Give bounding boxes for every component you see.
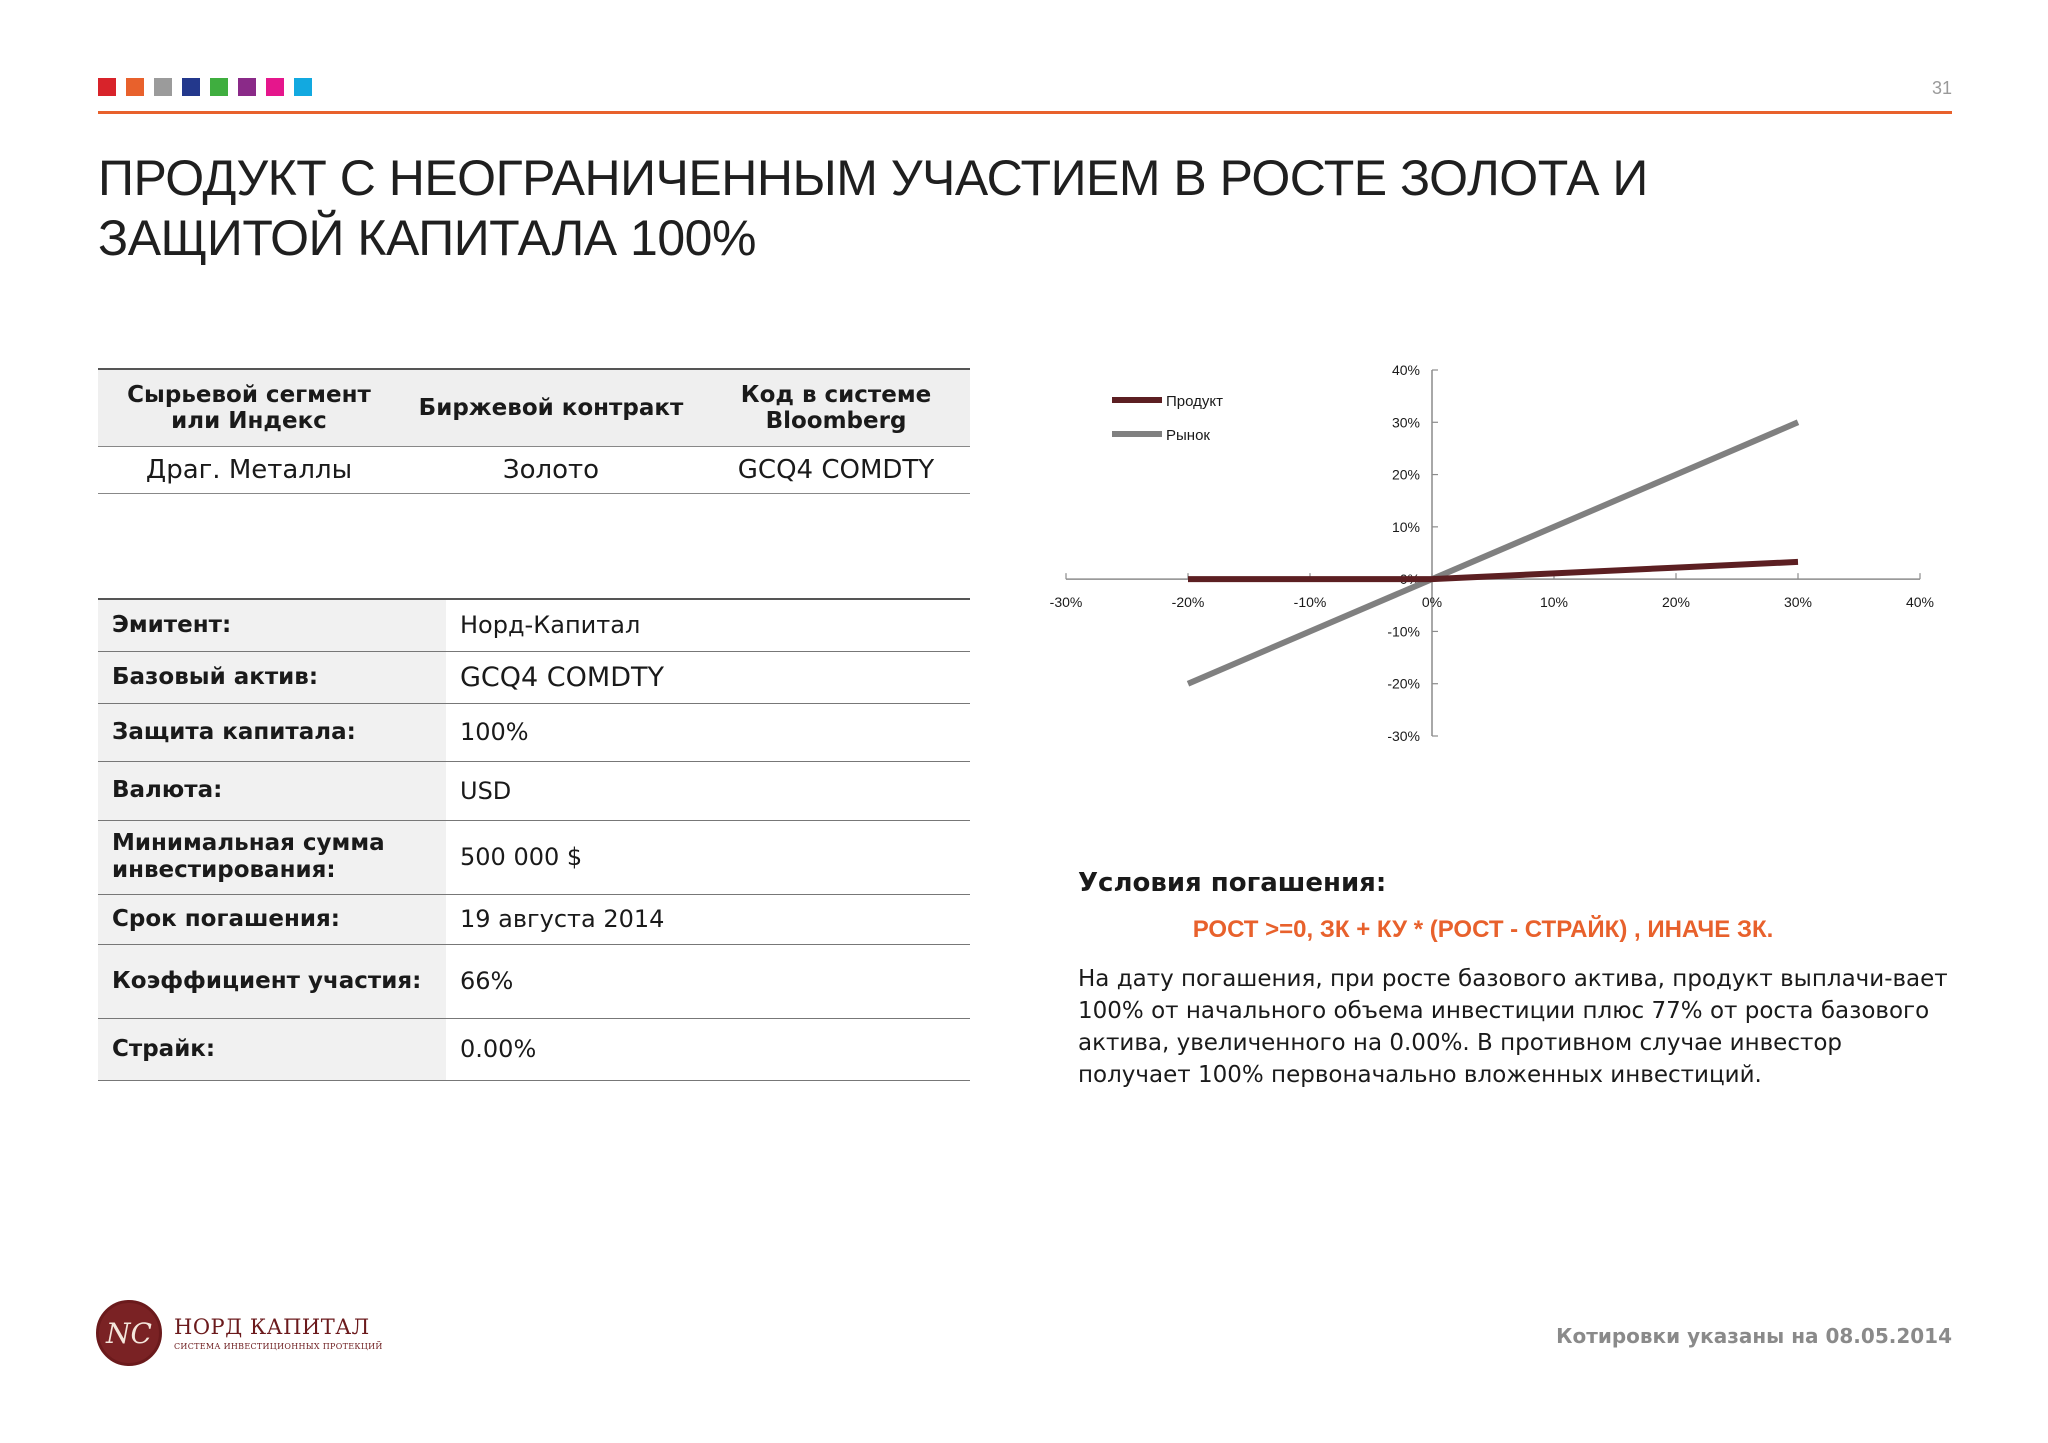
column-header: Код в системе Bloomberg <box>702 369 970 447</box>
color-square <box>154 78 172 96</box>
conditions-text: На дату погашения, при росте базового актива, продукт выплачи-вает 100% от начального объема инвестиции плюс 77% от роста базового актива, увеличенного на 0.00%. В противном случае инвестор получает 100% первоначально вложенных инвестиций. <box>1078 966 1948 1088</box>
y-tick-label: -10% <box>1387 623 1420 640</box>
column-header: Биржевой контракт <box>400 369 702 447</box>
detail-label: Страйк: <box>98 1018 446 1080</box>
y-tick-label: 30% <box>1391 414 1420 431</box>
color-square <box>266 78 284 96</box>
y-tick-label: -20% <box>1387 675 1420 692</box>
segment-table-header-row <box>98 369 970 447</box>
color-square <box>182 78 200 96</box>
x-tick-label: 10% <box>1539 594 1569 611</box>
table-row <box>98 651 970 703</box>
table-cell: Золото <box>400 447 702 494</box>
logo-monogram-icon: NC <box>96 1300 162 1366</box>
quotes-date-note: Котировки указаны на 08.05.2014 <box>1556 1324 1952 1348</box>
column-header: Сырьевой сегмент или Индекс <box>98 369 400 447</box>
legend-label: Продукт <box>1166 393 1223 410</box>
detail-value: USD <box>460 776 512 805</box>
x-tick-label: -20% <box>1171 594 1205 611</box>
segment-table <box>98 368 970 494</box>
x-tick-label: -10% <box>1293 594 1327 611</box>
series-line-product <box>1188 562 1798 579</box>
table-row <box>98 703 970 761</box>
table-row <box>98 894 970 944</box>
color-square <box>126 78 144 96</box>
page-title <box>98 148 1698 268</box>
conditions-heading: Условия погашения: <box>1078 868 1387 898</box>
payoff-chart <box>1030 350 1970 770</box>
detail-value: 19 августа 2014 <box>460 905 665 933</box>
page-title-line: ПРОДУКТ С НЕОГРАНИЧЕННЫМ УЧАСТИЕМ В РОСТЕ ЗОЛОТА И <box>98 150 1648 206</box>
table-row <box>98 820 970 894</box>
detail-value: 66% <box>460 967 514 995</box>
detail-label: Защита капитала: <box>98 703 446 761</box>
detail-value: Норд-Капитал <box>460 611 641 640</box>
table-cell: GCQ4 COMDTY <box>702 447 970 494</box>
color-squares <box>98 78 312 96</box>
y-tick-label: 10% <box>1391 518 1420 535</box>
color-square <box>98 78 116 96</box>
table-cell: Драг. Металлы <box>98 447 400 494</box>
x-tick-label: 40% <box>1905 594 1935 611</box>
detail-label: Базовый актив: <box>98 651 446 703</box>
y-tick-label: 40% <box>1391 362 1420 378</box>
detail-label: Валюта: <box>98 761 446 820</box>
y-tick-label: 20% <box>1391 466 1420 483</box>
detail-value: 500 000 $ <box>460 843 583 871</box>
legend-label: Рынок <box>1166 427 1210 444</box>
logo-text <box>174 1315 383 1351</box>
logo-name: НОРД КАПИТАЛ <box>174 1315 370 1339</box>
table-row <box>98 1018 970 1080</box>
color-square <box>210 78 228 96</box>
y-tick-label: -30% <box>1387 728 1420 744</box>
color-square <box>294 78 312 96</box>
details-table <box>98 598 970 1081</box>
detail-value: 0.00% <box>460 1035 537 1063</box>
company-logo <box>96 1300 383 1366</box>
detail-value: 100% <box>460 718 529 746</box>
detail-label: Срок погашения: <box>98 894 446 944</box>
header-rule <box>98 111 1952 114</box>
x-tick-label: 20% <box>1661 594 1691 611</box>
detail-label: Коэффициент участия: <box>98 944 446 1018</box>
color-square <box>238 78 256 96</box>
x-tick-label: 30% <box>1783 594 1813 611</box>
table-row <box>98 599 970 651</box>
x-tick-label: 0% <box>1421 594 1443 611</box>
detail-value: GCQ4 COMDTY <box>460 661 664 693</box>
page-number: 31 <box>1931 78 1952 98</box>
table-row <box>98 447 970 494</box>
page-title-line: ЗАЩИТОЙ КАПИТАЛА 100% <box>98 210 756 266</box>
series-line-market <box>1188 422 1798 683</box>
x-tick-label: -30% <box>1049 594 1083 611</box>
logo-tagline: СИСТЕМА ИНВЕСТИЦИОННЫХ ПРОТЕКЦИЙ <box>174 1342 383 1351</box>
table-row <box>98 761 970 820</box>
conditions-formula: РОСТ >=0, ЗК + КУ * (РОСТ - СТРАЙК) , ИНАЧЕ ЗК. <box>1192 916 1774 943</box>
detail-label: Эмитент: <box>98 599 446 651</box>
y-tick-label: 0% <box>1399 571 1420 588</box>
detail-label: Минимальная сумма инвестирования: <box>98 820 446 894</box>
table-row <box>98 944 970 1018</box>
